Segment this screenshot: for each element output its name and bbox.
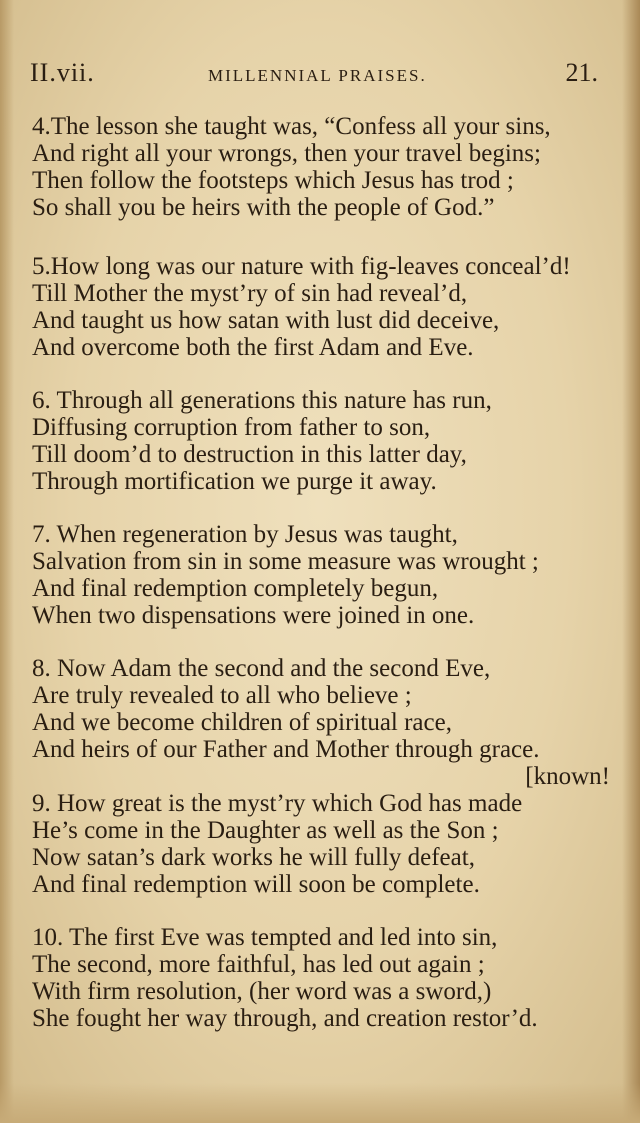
verse-line: Till doom’d to destruction in this latter day,	[32, 441, 467, 468]
stanza-gap	[32, 221, 612, 253]
verse-line: 4.The lesson she taught was, “Confess all your sins,	[32, 113, 551, 140]
verse-line: And right all your wrongs, then your travel begins;	[32, 140, 541, 167]
running-title: MILLENNIAL PRAISES.	[208, 66, 427, 85]
verse-line: He’s come in the Daughter as well as the Son ;	[32, 817, 499, 844]
section-number: II.vii.	[30, 58, 95, 87]
verse-line: 5.How long was our nature with fig-leaves conceal’d!	[32, 253, 571, 280]
stanza-6	[32, 387, 612, 495]
verse-line: When two dispensations were joined in one.	[32, 602, 475, 629]
verse-line: 8. Now Adam the second and the second Eve,	[32, 655, 491, 682]
verse-line: And overcome both the first Adam and Eve.	[32, 334, 474, 361]
running-header	[30, 58, 598, 94]
page-number: 21.	[565, 58, 598, 87]
stanza-gap	[32, 361, 612, 387]
stanza-gap	[32, 629, 612, 655]
verse-line: And final redemption completely begun,	[32, 575, 439, 602]
page-edge-shadow-left	[0, 0, 14, 1123]
verse-line: With firm resolution, (her word was a sword,)	[32, 978, 492, 1005]
stanza-10	[32, 924, 612, 1032]
verse-line: Now satan’s dark works he will fully defeat,	[32, 844, 475, 871]
verse-line: She fought her way through, and creation restor’d.	[32, 1005, 538, 1032]
stanza-4	[32, 113, 612, 221]
verse-line: Then follow the footsteps which Jesus has trod ;	[32, 167, 514, 194]
verse-line: And heirs of our Father and Mother through grace.	[32, 736, 540, 763]
stanza-gap	[32, 898, 612, 924]
verse-line: Salvation from sin in some measure was wrought ;	[32, 548, 539, 575]
stanza-8	[32, 655, 612, 790]
verse-line: 7. When regeneration by Jesus was taught,	[32, 521, 458, 548]
verse-line: Till Mother the myst’ry of sin had reveal’d,	[32, 280, 468, 307]
verse-line: So shall you be heirs with the people of God.”	[32, 194, 495, 221]
page-edge-shadow-right	[622, 0, 640, 1123]
verse-line: And taught us how satan with lust did deceive,	[32, 307, 500, 334]
verse-line: 9. How great is the myst’ry which God has made	[32, 790, 523, 817]
stanza-7	[32, 521, 612, 629]
stanza-5	[32, 253, 612, 361]
page-edge-shadow-bottom	[0, 1083, 640, 1123]
verse-line: And final redemption will soon be complete.	[32, 871, 480, 898]
turnover-word: [known!	[525, 763, 610, 790]
stanza-9	[32, 790, 612, 898]
hymn-text	[32, 113, 612, 1032]
verse-line: 10. The first Eve was tempted and led into sin,	[32, 924, 498, 951]
verse-line: Through mortification we purge it away.	[32, 468, 437, 495]
verse-line: Diffusing corruption from father to son,	[32, 414, 431, 441]
verse-line: And we become children of spiritual race,	[32, 709, 452, 736]
verse-line: 6. Through all generations this nature has run,	[32, 387, 492, 414]
stanza-gap	[32, 495, 612, 521]
verse-line: The second, more faithful, has led out again ;	[32, 951, 485, 978]
verse-line: Are truly revealed to all who believe ;	[32, 682, 412, 709]
